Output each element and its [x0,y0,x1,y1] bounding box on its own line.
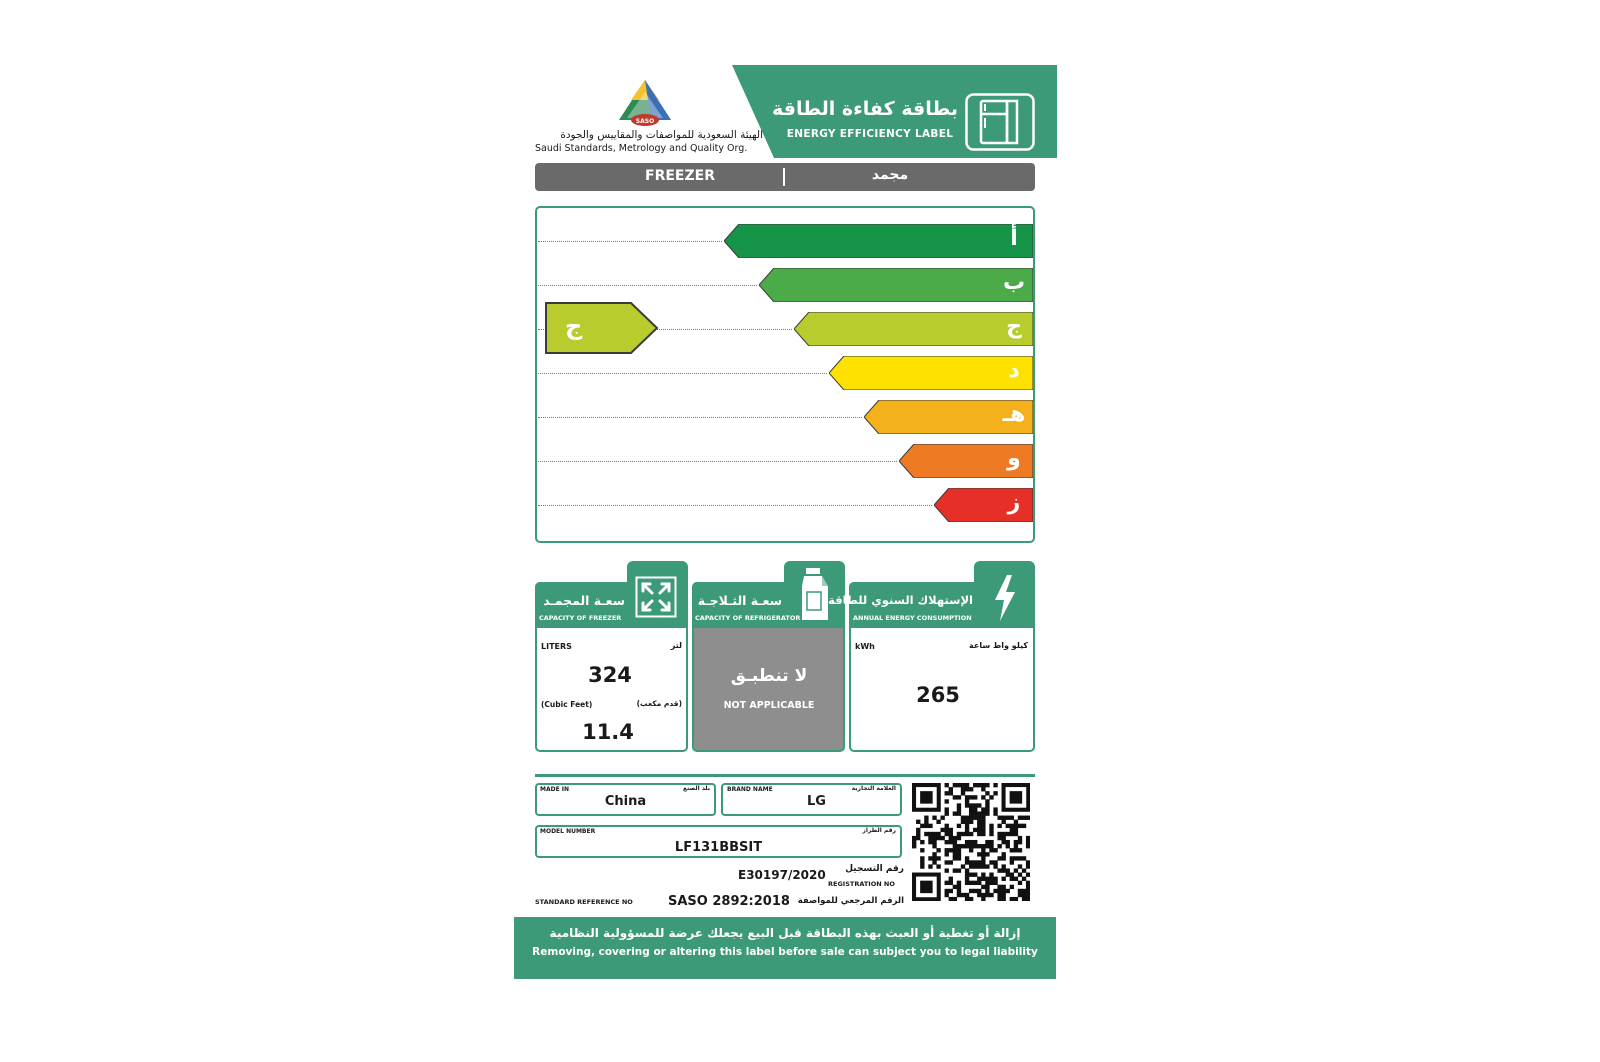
registration-label-english: REGISTRATION NO [828,880,895,888]
energy-consumption-value: 265 [916,683,960,707]
appliance-type-arabic: مجمد [871,167,909,183]
liters-label-arabic: لتر [670,641,682,650]
efficiency-class-letter: أ [1010,226,1018,251]
refrigerator-capacity-title-arabic: سعـة الثـلاجـة [697,593,782,608]
efficiency-class-letter: ز [1007,490,1021,515]
legal-warning-arabic: إزالة أو تغطية أو العبث بهذه البطاقة قبل البيع يجعلك عرضة للمسؤولية النظامية [549,926,1021,940]
refrigerator-capacity-title-english: CAPACITY OF REFRIGERATOR [695,614,801,622]
efficiency-class-arrow [759,268,1033,302]
made-in-label-arabic: بلد الصنع [682,785,710,792]
info-divider-top [535,774,1035,777]
rating-pointer-letter: ج [565,312,583,340]
qr-code-icon [912,783,1030,905]
standard-label-arabic: الرقم المرجعي للمواصفة [797,896,904,906]
milk-carton-icon [800,566,830,622]
cubic-feet-label-arabic: (قدم مكعب) [636,699,682,708]
org-name-arabic: الهيئة السعودية للمواصفات والمقاييس والجودة [560,129,763,141]
scale-guide-line [538,417,862,418]
freezer-capacity-title-english: CAPACITY OF FREEZER [539,614,622,622]
registration-value: E30197/2020 [738,868,826,882]
label-title-arabic: بطاقة كفاءة الطاقة [771,98,958,120]
scale-guide-line [538,241,722,242]
energy-consumption-title-arabic: الإستهلاك السنوي للطاقة [828,593,973,607]
expand-arrows-icon [635,576,677,618]
efficiency-class-letter: هـ [1002,402,1026,427]
efficiency-class-letter: ب [1002,270,1026,295]
not-applicable-english: NOT APPLICABLE [723,700,815,711]
scale-guide-line [538,373,827,374]
model-label-arabic: رقم الطراز [862,827,896,834]
kwh-label-english: kWh [855,642,875,651]
not-applicable-arabic: لا تنطبـق [730,666,808,686]
efficiency-class-letter: ج [1006,314,1022,339]
liters-value: 324 [588,663,632,687]
lightning-bolt-icon [992,574,1018,622]
scale-guide-line [538,461,897,462]
efficiency-class-letter: و [1007,446,1021,471]
kwh-label-arabic: كيلو واط ساعة [969,641,1028,650]
appliance-type-divider [783,168,785,186]
standard-value: SASO 2892:2018 [668,894,790,909]
standard-label-english: STANDARD REFERENCE NO [535,898,633,906]
refrigerator-icon [965,93,1035,151]
saso-logo-text: SASO [635,118,655,125]
energy-consumption-title-english: ANNUAL ENERGY CONSUMPTION [853,614,972,622]
liters-label-english: LITERS [541,642,572,651]
registration-label-arabic: رقم التسجيل [845,864,904,874]
cubic-feet-value: 11.4 [582,720,634,744]
made-in-label-english: MADE IN [540,786,570,793]
scale-guide-line [538,505,932,506]
rating-pointer [545,302,659,354]
efficiency-class-letter: د [1008,358,1020,383]
model-label-english: MODEL NUMBER [540,828,596,835]
model-value: LF131BBSIT [674,840,763,855]
org-name-english: Saudi Standards, Metrology and Quality Org. [535,143,748,154]
efficiency-class-arrow [794,312,1033,346]
brand-label-english: BRAND NAME [727,786,773,793]
legal-warning-english: Removing, covering or altering this label before sale can subject you to legal liability [532,946,1038,958]
scale-guide-line [538,285,757,286]
brand-value: LG [807,794,826,809]
saso-logo [615,78,675,128]
freezer-capacity-title-arabic: سعـة المجمـد [543,593,625,608]
brand-label-arabic: العلامة التجارية [851,785,896,792]
appliance-type-english: FREEZER [645,168,715,184]
label-title-english: ENERGY EFFICIENCY LABEL [786,128,954,140]
efficiency-class-arrow [724,224,1033,258]
made-in-value: China [604,794,647,809]
cubic-feet-label-english: (Cubic Feet) [541,700,593,709]
